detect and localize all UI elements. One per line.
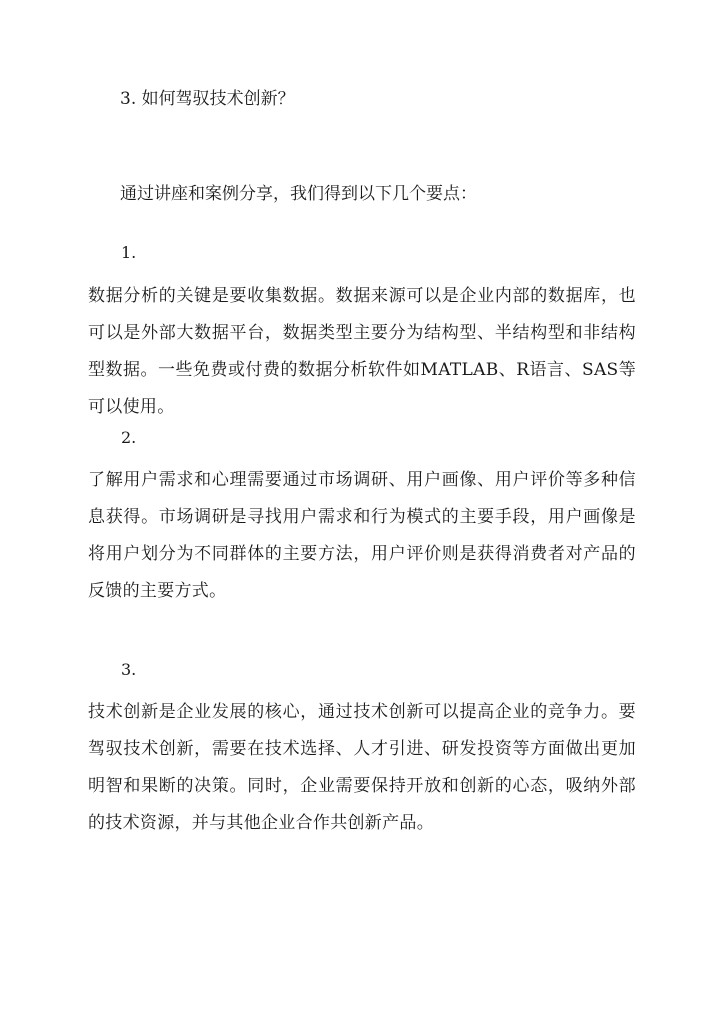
point-1-text: 数据分析的关键是要收集数据。数据来源可以是企业内部的数据库，也可以是外部大数据平台，数据类型主要分为结构型、半结构型和非结构型数据。一些免费或付费的数据分析软件如MATLAB、R语言、SAS等可以使用。 xyxy=(88,286,636,417)
point-2-text: 了解用户需求和心理需要通过市场调研、用户画像、用户评价等多种信息获得。市场调研是寻找用户需求和行为模式的主要手段，用户画像是将用户划分为不同群体的主要方法，用户评价则是获得消费者对产品的反馈的主要方式。 xyxy=(88,470,636,601)
intro-text: 通过讲座和案例分享，我们得到以下几个要点： xyxy=(120,184,477,204)
point-2-number: 2. xyxy=(121,428,137,447)
point-1-number: 1. xyxy=(121,243,137,262)
point-3-text: 技术创新是企业发展的核心，通过技术创新可以提高企业的竞争力。要驾驭技术创新，需要在技术选择、人才引进、研发投资等方面做出更加明智和果断的决策。同时，企业需要保持开放和创新的心态，吸纳外部的技术资源，并与其他企业合作共创新产品。 xyxy=(88,702,636,833)
section-heading: 3. 如何驾驭技术创新？ xyxy=(120,89,295,109)
point-3-number: 3. xyxy=(121,660,137,679)
